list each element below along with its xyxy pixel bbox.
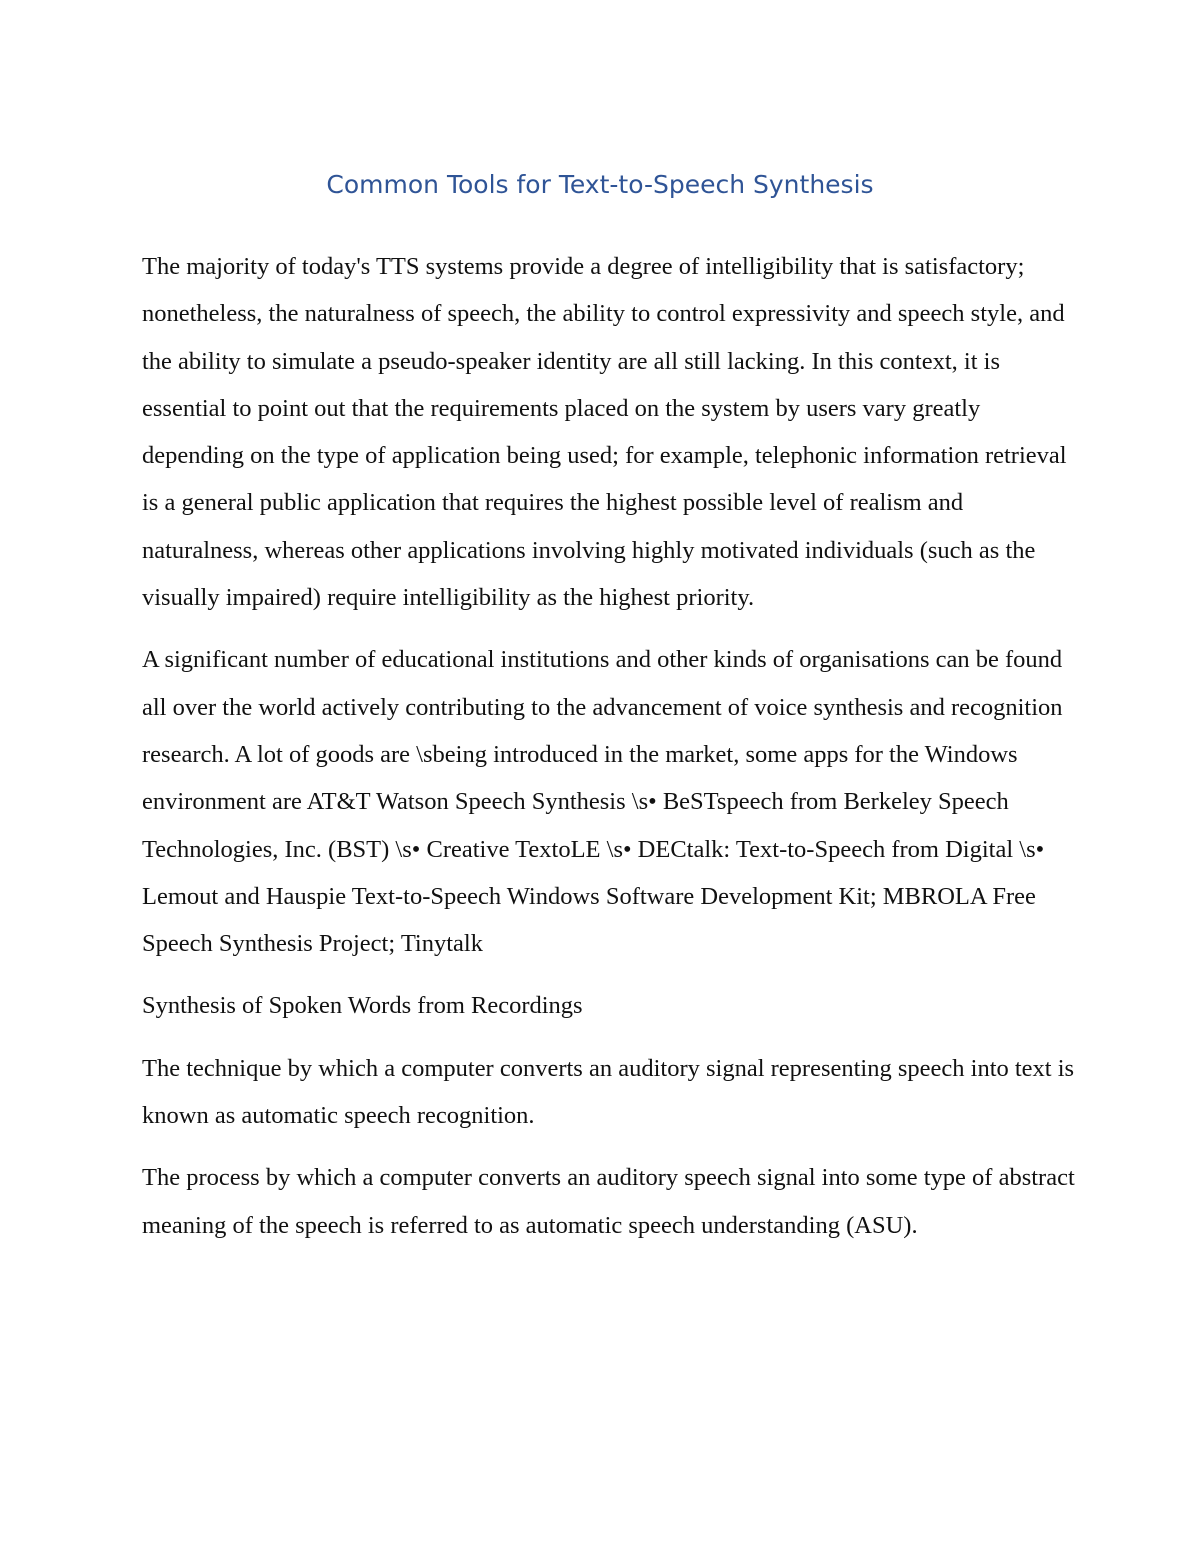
paragraph-asu-definition: The process by which a computer converts an auditory speech signal into some type of abstract meaning of the speech is referred to as automatic speech understanding (ASU).: [142, 1164, 1075, 1239]
section-heading-recordings: Synthesis of Spoken Words from Recordings: [142, 992, 583, 1020]
paragraph-asr-definition: The technique by which a computer converts an auditory signal representing speech into text is known as automatic speech recognition.: [142, 1054, 1075, 1130]
document-body: [142, 243, 1082, 1264]
document-title: Common Tools for Text-to-Speech Synthesis: [326, 170, 874, 199]
paragraph-tts-tools: A significant number of educational institutions and other kinds of organisations can be found all over the world actively contributing to the advancement of voice synthesis and recognition research. A lot of goods are \sbeing introduced in the market, some apps for the Windows environment are AT&T Watson Speech Synthesis \s• BeSTspeech from Berkeley Speech Technologies, Inc. (BST) \s• Creative TextoLE \s• DECtalk: Text-to-Speech from Digital \s• Lemout and Hauspie Text-to-Speech Windows Software Development Kit; MBROLA Free Speech Synthesis Project; Tinytalk: [142, 646, 1063, 958]
paragraph-tts-intelligibility: The majority of today's TTS systems provide a degree of intelligibility that is satisfactory; nonetheless, the naturalness of speech, the ability to control expressivity and speech style, and the ability to simulate a pseudo-speaker identity are all still lacking. In this context, it is essential to point out that the requirements placed on the system by users vary greatly depending on the type of application being used; for example, telephonic information retrieval is a general public application that requires the highest possible level of realism and naturalness, whereas other applications involving highly motivated individuals (such as the visually impaired) require intelligibility as the highest priority.: [142, 253, 1067, 612]
